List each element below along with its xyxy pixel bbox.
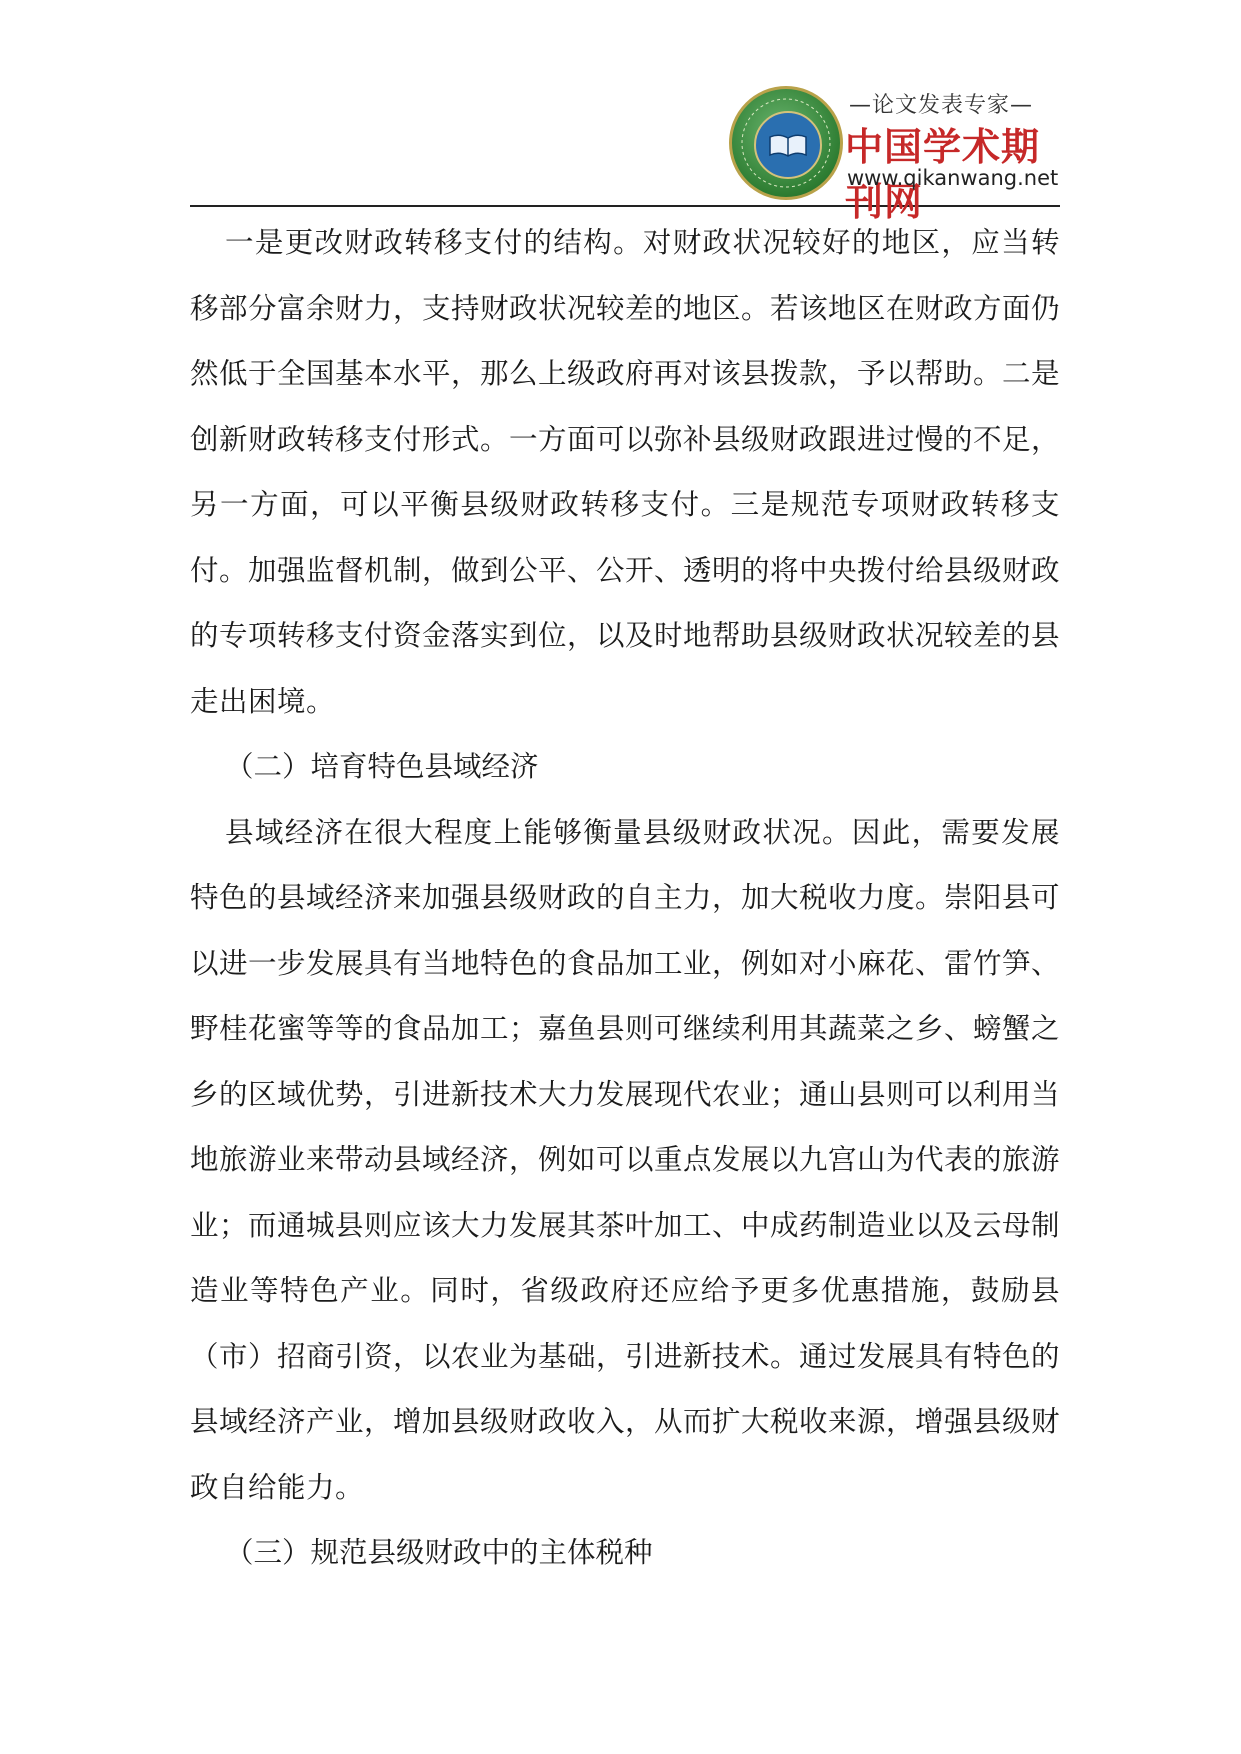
section-heading-3: （三）规范县级财政中的主体税种 xyxy=(225,1536,653,1569)
open-book-icon xyxy=(768,133,808,157)
logo-slogan: —论文发表专家— xyxy=(849,93,1034,118)
seal-icon xyxy=(729,86,843,200)
site-logo[interactable] xyxy=(729,86,1059,224)
seal-center xyxy=(754,111,822,179)
paragraph-transfer-payment: 一是更改财政转移支付的结构。对财政状况较好的地区，应当转移部分富余财力，支持财政状况较差的地区。若该地区在财政方面仍然低于全国基本水平，那么上级政府再对该县拨款，予以帮助。二是创新财政转移支付形式。一方面可以弥补县级财政跟进过慢的不足，另一方面，可以平衡县级财政转移支付。三是规范专项财政转移支付。加强监督机制，做到公平、公开、透明的将中央拨付给县级财政的专项转移支付资金落实到位，以及时地帮助县级财政状况较差的县走出困境。 xyxy=(190,226,1061,718)
paragraph-county-economy: 县域经济在很大程度上能够衡量县级财政状况。因此，需要发展特色的县域经济来加强县级财政的自主力，加大税收力度。崇阳县可以进一步发展具有当地特色的食品加工业，例如对小麻花、雷竹笋、野桂花蜜等等的食品加工；嘉鱼县则可继续利用其蔬菜之乡、螃蟹之乡的区域优势，引进新技术大力发展现代农业；通山县则可以利用当地旅游业来带动县域经济，例如可以重点发展以九宫山为代表的旅游业；而通城县则应该大力发展其茶叶加工、中成药制造业以及云母制造业等特色产业。同时，省级政府还应给予更多优惠措施，鼓励县（市）招商引资，以农业为基础，引进新技术。通过发展具有特色的县域经济产业，增加县级财政收入，从而扩大税收来源，增强县级财政自给能力。 xyxy=(190,815,1061,1504)
section-heading-2: （二）培育特色县域经济 xyxy=(225,750,539,783)
logo-brand-name: 中国学术期刊网 xyxy=(845,125,1041,224)
logo-website[interactable]: www.qikanwang.net xyxy=(847,166,1059,190)
page-header xyxy=(190,80,1060,224)
document-body xyxy=(190,210,1060,1586)
